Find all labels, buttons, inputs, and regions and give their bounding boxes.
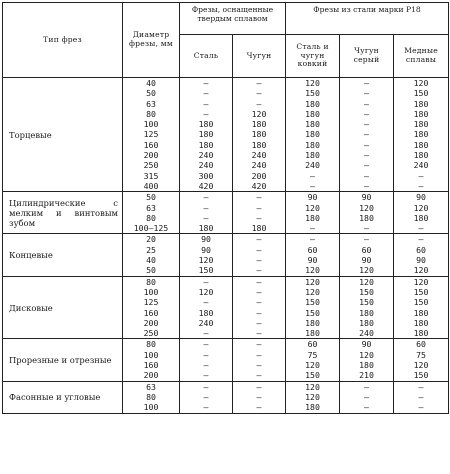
- table-value: 40: [146, 255, 156, 266]
- table-value: 180: [305, 150, 320, 161]
- table-value: 180: [305, 119, 320, 130]
- table-value: 250: [143, 160, 159, 171]
- table-value: —: [310, 234, 315, 245]
- table-value: 240: [305, 160, 320, 171]
- table-value: —: [256, 255, 262, 266]
- table-value: —: [256, 78, 262, 88]
- cutter-type-cell: Дисковые: [3, 276, 123, 339]
- table-value: 160: [143, 360, 159, 371]
- table-value: 50: [146, 265, 156, 276]
- carbide-steel-cell: [180, 192, 233, 234]
- table-value: 180: [413, 108, 429, 119]
- table-value: 315: [143, 170, 159, 181]
- table-value: 180: [305, 402, 320, 413]
- table-value: —: [418, 234, 424, 245]
- table-value: —: [203, 98, 209, 109]
- carbide-cast-iron-cell: [233, 192, 286, 234]
- cutter-type-cell: Торцевые: [3, 78, 123, 192]
- table-row: [3, 234, 449, 276]
- table-value: 150: [413, 286, 429, 297]
- table-value: 80: [146, 108, 156, 119]
- table-value: —: [203, 328, 209, 339]
- table-value: 90: [416, 255, 426, 266]
- table-value: 180: [413, 212, 429, 223]
- table-row: [3, 192, 449, 234]
- table-value: 100: [143, 349, 159, 360]
- table-value: 180: [198, 307, 214, 318]
- table-value: 250: [143, 328, 159, 339]
- table-value: 180: [251, 119, 267, 130]
- table-value: 60: [416, 339, 426, 350]
- table-value: 180: [251, 139, 267, 150]
- table-value: —: [203, 78, 209, 88]
- milling-cutter-speed-table: [2, 2, 449, 414]
- table-value: 120: [359, 276, 374, 287]
- table-value: 180: [198, 119, 214, 130]
- table-value: —: [203, 297, 209, 308]
- table-value: —: [203, 349, 209, 360]
- table-value: 90: [201, 234, 211, 245]
- table-value: 160: [143, 307, 159, 318]
- table-value: —: [256, 391, 262, 402]
- table-body: [3, 78, 449, 414]
- diameter-cell: [123, 276, 180, 339]
- table-value: 420: [198, 180, 214, 191]
- table-value: 300: [198, 170, 214, 181]
- table-value: 120: [251, 108, 267, 119]
- table-value: 180: [413, 139, 429, 150]
- table-value: 180: [198, 223, 214, 234]
- table-value: —: [256, 212, 262, 223]
- table-value: —: [256, 244, 262, 255]
- table-value: 200: [143, 317, 159, 328]
- table-value: 50: [146, 192, 156, 203]
- table-value: —: [364, 150, 369, 161]
- header-carbide-group: Фрезы, оснащенные твердым сплавом: [180, 3, 286, 35]
- table-value: —: [364, 108, 369, 119]
- table-value: —: [418, 180, 424, 191]
- header-p18-steel-forged: Сталь и чугун ковкий: [286, 35, 340, 78]
- cutter-type-cell: Фасонные и угловые: [3, 381, 123, 413]
- table-value: 160: [143, 139, 159, 150]
- table-value: 180: [305, 108, 320, 119]
- table-value: —: [203, 360, 209, 371]
- table-value: 200: [143, 150, 159, 161]
- table-value: 240: [359, 328, 374, 339]
- table-value: 120: [413, 360, 429, 371]
- table-value: 150: [413, 370, 429, 381]
- table-value: 240: [413, 160, 429, 171]
- cutter-type-cell: Прорезные и отрезные: [3, 339, 123, 381]
- table-value: 90: [416, 192, 426, 203]
- table-value: —: [203, 381, 209, 392]
- table-row: [3, 78, 449, 192]
- table-value: —: [203, 88, 209, 99]
- table-value: 20: [146, 234, 156, 245]
- table-value: —: [364, 139, 369, 150]
- table-value: 180: [413, 129, 429, 140]
- table-value: 60: [307, 339, 318, 350]
- table-value: 120: [413, 202, 429, 213]
- table-value: 180: [413, 98, 429, 109]
- table-value: —: [310, 170, 315, 181]
- table-value: 240: [198, 317, 214, 328]
- p18-copper-alloys-cell: [394, 192, 449, 234]
- p18-gray-cast-iron-cell: [340, 234, 394, 276]
- p18-copper-alloys-cell: [394, 234, 449, 276]
- table-value: —: [256, 402, 262, 413]
- table-value: 100: [143, 402, 159, 413]
- table-value: 120: [413, 78, 429, 88]
- table-value: 210: [359, 370, 374, 381]
- carbide-cast-iron-cell: [233, 78, 286, 192]
- table-value: 90: [361, 192, 372, 203]
- table-value: 180: [198, 139, 214, 150]
- table-value: 400: [143, 180, 159, 191]
- table-row: [3, 276, 449, 339]
- p18-copper-alloys-cell: [394, 339, 449, 381]
- carbide-cast-iron-cell: [233, 381, 286, 413]
- table-value: 150: [413, 88, 429, 99]
- table-value: 150: [305, 307, 320, 318]
- table-value: 150: [359, 297, 374, 308]
- table-value: 240: [251, 160, 267, 171]
- p18-steel-forged-cell: [286, 381, 340, 413]
- carbide-cast-iron-cell: [233, 276, 286, 339]
- table-row: [3, 381, 449, 413]
- table-value: —: [364, 223, 369, 234]
- p18-steel-forged-cell: [286, 276, 340, 339]
- table-value: —: [418, 402, 424, 413]
- table-value: —: [364, 129, 369, 140]
- p18-steel-forged-cell: [286, 234, 340, 276]
- table-value: 180: [305, 139, 320, 150]
- table-value: 100: [143, 119, 159, 130]
- table-value: 180: [305, 98, 320, 109]
- table-value: 150: [305, 370, 320, 381]
- diameter-cell: [123, 339, 180, 381]
- table-value: —: [310, 223, 315, 234]
- table-value: —: [364, 98, 369, 109]
- table-value: —: [203, 370, 209, 381]
- table-value: 180: [305, 212, 320, 223]
- table-value: —: [203, 339, 209, 350]
- table-value: 80: [146, 212, 156, 223]
- table-value: 120: [305, 78, 320, 88]
- table-value: —: [203, 402, 209, 413]
- table-value: 180: [359, 317, 374, 328]
- table-value: 420: [251, 180, 267, 191]
- table-value: 180: [305, 317, 320, 328]
- table-value: —: [364, 391, 369, 402]
- diameter-cell: [123, 192, 180, 234]
- header-p18-group: Фрезы из стали марки Р18: [286, 3, 449, 35]
- table-value: 50: [146, 88, 156, 99]
- table-value: 180: [198, 129, 214, 140]
- table-value: 120: [359, 202, 374, 213]
- table-value: 90: [307, 255, 318, 266]
- table-value: —: [310, 180, 315, 191]
- carbide-cast-iron-cell: [233, 234, 286, 276]
- table-value: 180: [359, 360, 374, 371]
- carbide-cast-iron-cell: [233, 339, 286, 381]
- table-value: 200: [251, 170, 267, 181]
- p18-steel-forged-cell: [286, 339, 340, 381]
- carbide-steel-cell: [180, 276, 233, 339]
- table-value: 240: [251, 150, 267, 161]
- table-value: 180: [251, 129, 267, 140]
- header-cutter-type: Тип фрез: [3, 3, 123, 78]
- p18-steel-forged-cell: [286, 192, 340, 234]
- table-value: 120: [413, 276, 429, 287]
- table-value: —: [364, 234, 369, 245]
- table-value: 90: [361, 255, 372, 266]
- table-value: 120: [359, 349, 374, 360]
- table-value: 63: [146, 98, 156, 109]
- table-value: 150: [359, 286, 374, 297]
- table-value: —: [203, 192, 209, 203]
- table-value: —: [203, 202, 209, 213]
- table-value: 120: [305, 265, 320, 276]
- table-value: —: [256, 192, 262, 203]
- table-value: 240: [198, 160, 214, 171]
- table-value: —: [256, 349, 262, 360]
- p18-steel-forged-cell: [286, 78, 340, 192]
- table-value: 125: [143, 129, 159, 140]
- table-value: 120: [305, 202, 320, 213]
- table-value: 75: [416, 349, 426, 360]
- table-value: 180: [251, 223, 267, 234]
- table-value: —: [256, 286, 262, 297]
- table-value: —: [256, 234, 262, 245]
- table-value: 100—125: [133, 223, 169, 234]
- p18-copper-alloys-cell: [394, 381, 449, 413]
- table-value: 63: [146, 381, 156, 392]
- table-value: —: [256, 328, 262, 339]
- table-row: [3, 339, 449, 381]
- table-value: 180: [413, 119, 429, 130]
- table-value: 150: [305, 297, 320, 308]
- table-value: 90: [307, 192, 318, 203]
- table-value: —: [364, 119, 369, 130]
- header-p18-copper-alloys: Медные сплавы: [394, 35, 449, 78]
- table-value: —: [418, 170, 424, 181]
- table-value: 100: [143, 286, 159, 297]
- table-value: 120: [198, 286, 214, 297]
- table-value: —: [256, 265, 262, 276]
- header-carbide-cast-iron: Чугун: [233, 35, 286, 78]
- table-value: —: [418, 391, 424, 402]
- table-value: 120: [359, 265, 374, 276]
- table-value: 120: [305, 360, 320, 371]
- table-value: 125: [143, 297, 159, 308]
- cutter-type-cell: Цилиндрические с мелким и винтовым зубом: [3, 192, 123, 234]
- table-value: —: [364, 180, 369, 191]
- table-value: 200: [143, 370, 159, 381]
- carbide-steel-cell: [180, 381, 233, 413]
- table-value: —: [364, 402, 369, 413]
- table-value: 180: [305, 328, 320, 339]
- table-value: —: [418, 223, 424, 234]
- table-value: 150: [198, 265, 214, 276]
- p18-gray-cast-iron-cell: [340, 381, 394, 413]
- p18-gray-cast-iron-cell: [340, 78, 394, 192]
- table-value: —: [256, 276, 262, 287]
- table-value: —: [418, 381, 424, 392]
- table-value: —: [256, 370, 262, 381]
- table-value: 120: [305, 391, 320, 402]
- p18-copper-alloys-cell: [394, 78, 449, 192]
- table-value: 60: [416, 244, 426, 255]
- table-value: —: [203, 391, 209, 402]
- table-value: 240: [198, 150, 214, 161]
- table-value: —: [256, 307, 262, 318]
- table-value: —: [364, 381, 369, 392]
- cutter-type-cell: Концевые: [3, 234, 123, 276]
- table-value: 180: [413, 307, 429, 318]
- table-value: 80: [146, 391, 156, 402]
- table-value: 40: [146, 78, 156, 88]
- table-value: 80: [146, 276, 156, 287]
- table-value: 150: [305, 88, 320, 99]
- table-value: 60: [361, 244, 372, 255]
- table-value: 90: [361, 339, 372, 350]
- header-p18-gray-cast-iron: Чугун серый: [340, 35, 394, 78]
- table-value: 150: [413, 297, 429, 308]
- table-value: —: [256, 339, 262, 350]
- table-value: 90: [201, 244, 211, 255]
- header-diameter: Диаметр фрезы, мм: [123, 3, 180, 78]
- header-carbide-steel: Сталь: [180, 35, 233, 78]
- table-value: —: [256, 381, 262, 392]
- carbide-steel-cell: [180, 234, 233, 276]
- table-value: 75: [307, 349, 318, 360]
- table-value: 120: [198, 255, 214, 266]
- p18-gray-cast-iron-cell: [340, 192, 394, 234]
- table-value: —: [364, 170, 369, 181]
- table-value: —: [203, 276, 209, 287]
- table-value: —: [256, 297, 262, 308]
- diameter-cell: [123, 78, 180, 192]
- p18-gray-cast-iron-cell: [340, 276, 394, 339]
- table-value: —: [256, 317, 262, 328]
- p18-gray-cast-iron-cell: [340, 339, 394, 381]
- table-value: 80: [146, 339, 156, 350]
- table-value: —: [256, 88, 262, 99]
- table-value: —: [203, 108, 209, 119]
- table-value: 180: [359, 212, 374, 223]
- table-value: 60: [307, 244, 318, 255]
- table-value: —: [256, 360, 262, 371]
- table-value: 180: [305, 129, 320, 140]
- diameter-cell: [123, 381, 180, 413]
- table-value: —: [364, 160, 369, 171]
- table-value: —: [256, 98, 262, 109]
- p18-copper-alloys-cell: [394, 276, 449, 339]
- table-value: 180: [413, 317, 429, 328]
- table-value: —: [256, 202, 262, 213]
- table-value: 180: [413, 150, 429, 161]
- carbide-steel-cell: [180, 78, 233, 192]
- table-value: 25: [146, 244, 156, 255]
- table-value: —: [203, 212, 209, 223]
- table-value: 120: [413, 265, 429, 276]
- table-value: 120: [305, 276, 320, 287]
- carbide-steel-cell: [180, 339, 233, 381]
- table-value: 63: [146, 202, 156, 213]
- table-value: —: [364, 78, 369, 88]
- table-value: 120: [305, 286, 320, 297]
- table-value: 180: [413, 328, 429, 339]
- diameter-cell: [123, 234, 180, 276]
- table-value: —: [364, 88, 369, 99]
- table-value: 180: [359, 307, 374, 318]
- table-value: 120: [305, 381, 320, 392]
